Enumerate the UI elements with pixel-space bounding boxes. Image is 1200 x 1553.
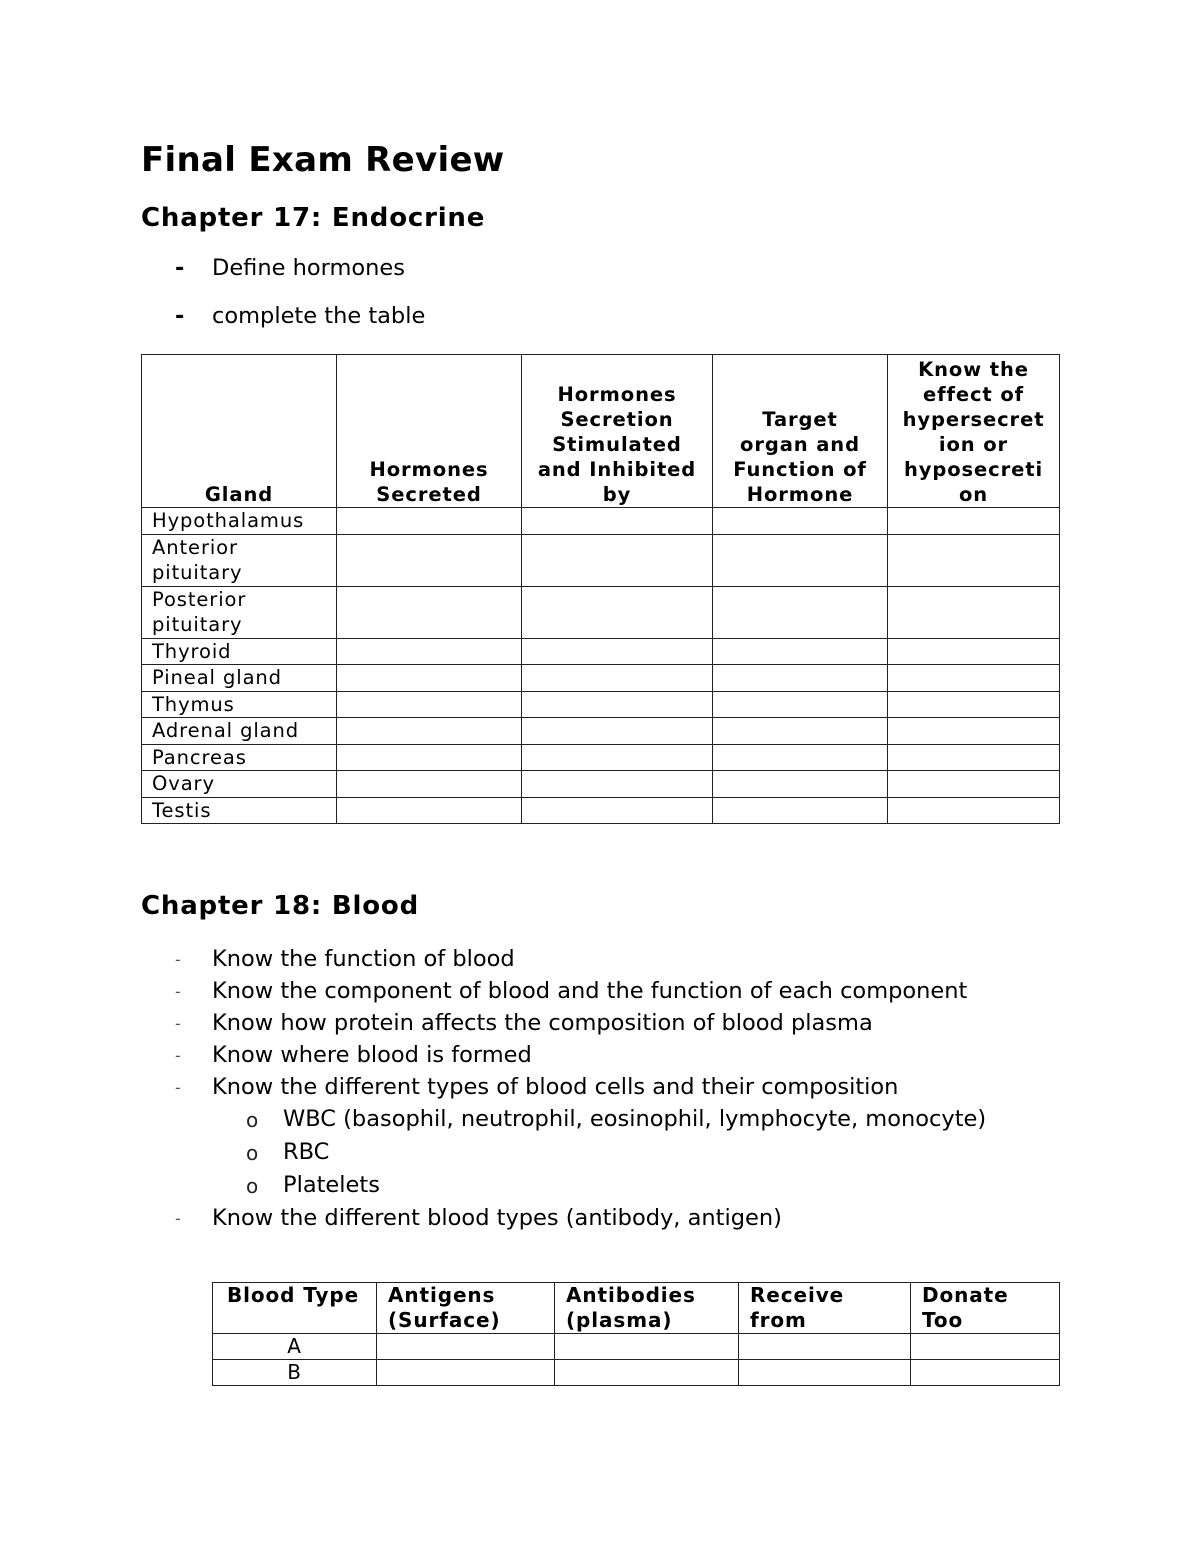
table-row bbox=[142, 665, 1060, 692]
dash-bullet-icon: - bbox=[175, 1046, 181, 1065]
antigens-cell[interactable] bbox=[377, 1360, 555, 1386]
gland-name: Hypothalamus bbox=[152, 509, 305, 532]
dash-bullet-icon: - bbox=[175, 303, 185, 329]
gland-cell bbox=[142, 691, 337, 718]
list-item bbox=[175, 255, 425, 303]
secretion-effect-cell[interactable] bbox=[888, 508, 1060, 535]
list-item bbox=[175, 1040, 986, 1072]
secretion-effect-cell[interactable] bbox=[888, 771, 1060, 798]
table-row bbox=[142, 771, 1060, 798]
list-item-text: Know the different blood types (antibody, antigen) bbox=[212, 1205, 782, 1231]
secretion-regulation-cell[interactable] bbox=[522, 665, 713, 692]
header-line: by bbox=[602, 483, 632, 506]
hormones-secreted-cell[interactable] bbox=[337, 771, 522, 798]
antibodies-cell[interactable] bbox=[555, 1334, 739, 1360]
header-line: Hormones bbox=[369, 458, 489, 481]
dash-bullet-icon: - bbox=[175, 950, 181, 969]
hormones-secreted-cell[interactable] bbox=[337, 534, 522, 586]
hormones-secreted-cell[interactable] bbox=[337, 691, 522, 718]
gland-cell bbox=[142, 744, 337, 771]
circle-bullet-icon: o bbox=[246, 1108, 259, 1132]
target-organ-cell[interactable] bbox=[713, 665, 888, 692]
secretion-regulation-cell[interactable] bbox=[522, 797, 713, 824]
column-header-hyper-hypo-secretion bbox=[888, 355, 1060, 508]
header-line: Know the bbox=[918, 358, 1029, 381]
chapter-18-list bbox=[175, 944, 987, 1235]
secretion-effect-cell[interactable] bbox=[888, 718, 1060, 745]
target-organ-cell[interactable] bbox=[713, 797, 888, 824]
receive-from-cell[interactable] bbox=[739, 1360, 911, 1386]
table-row bbox=[142, 718, 1060, 745]
list-item bbox=[175, 1008, 986, 1040]
list-item bbox=[175, 944, 986, 976]
sub-list-item bbox=[212, 1137, 986, 1170]
table-row bbox=[142, 508, 1060, 535]
header-line: effect of bbox=[922, 383, 1025, 406]
table-header-row bbox=[213, 1283, 1060, 1334]
header-line: Antibodies bbox=[566, 1283, 696, 1307]
gland-name: pituitary bbox=[152, 561, 243, 584]
chapter-17-list bbox=[175, 255, 426, 351]
list-item-text: Know the different types of blood cells and their composition bbox=[212, 1074, 899, 1100]
donate-too-cell[interactable] bbox=[911, 1360, 1060, 1386]
endocrine-table bbox=[141, 354, 1060, 824]
header-line: Receive bbox=[750, 1283, 845, 1307]
column-header-antigens bbox=[377, 1283, 555, 1334]
hormones-secreted-cell[interactable] bbox=[337, 638, 522, 665]
list-item-text: RBC bbox=[283, 1139, 330, 1165]
list-item bbox=[175, 1203, 986, 1235]
header-line: and Inhibited bbox=[537, 458, 697, 481]
dash-bullet-icon: - bbox=[175, 1014, 181, 1033]
header-line: hyposecreti bbox=[903, 458, 1044, 481]
header-line: Gland bbox=[204, 483, 274, 506]
blood-type-cell: B bbox=[213, 1360, 377, 1386]
chapter-18-heading: Chapter 18: Blood bbox=[141, 891, 419, 921]
chapter-17-heading: Chapter 17: Endocrine bbox=[141, 203, 486, 233]
hormones-secreted-cell[interactable] bbox=[337, 508, 522, 535]
table-row bbox=[142, 638, 1060, 665]
list-item bbox=[175, 1072, 986, 1104]
header-line: ion or bbox=[938, 433, 1009, 456]
list-item-text: WBC (basophil, neutrophil, eosinophil, lymphocyte, monocyte) bbox=[283, 1106, 987, 1132]
target-organ-cell[interactable] bbox=[713, 638, 888, 665]
table-header-row bbox=[142, 355, 1060, 508]
table-row bbox=[142, 586, 1060, 638]
blood-type-table bbox=[212, 1282, 1060, 1386]
gland-cell bbox=[142, 508, 337, 535]
list-item-text: Know the component of blood and the function of each component bbox=[212, 978, 968, 1004]
secretion-effect-cell[interactable] bbox=[888, 744, 1060, 771]
gland-cell bbox=[142, 638, 337, 665]
gland-cell bbox=[142, 665, 337, 692]
target-organ-cell[interactable] bbox=[713, 508, 888, 535]
list-item bbox=[175, 976, 986, 1008]
gland-name: Adrenal gland bbox=[152, 719, 300, 742]
dash-bullet-icon: - bbox=[175, 255, 185, 281]
secretion-effect-cell[interactable] bbox=[888, 691, 1060, 718]
header-line: Donate bbox=[922, 1283, 1009, 1307]
table-row bbox=[213, 1360, 1060, 1386]
secretion-effect-cell[interactable] bbox=[888, 638, 1060, 665]
secretion-effect-cell[interactable] bbox=[888, 534, 1060, 586]
receive-from-cell[interactable] bbox=[739, 1334, 911, 1360]
page-title: Final Exam Review bbox=[141, 140, 505, 180]
header-line: Hormones bbox=[557, 383, 677, 406]
target-organ-cell[interactable] bbox=[713, 691, 888, 718]
antibodies-cell[interactable] bbox=[555, 1360, 739, 1386]
column-header-secretion-regulation bbox=[522, 355, 713, 508]
sub-list-item bbox=[212, 1170, 986, 1203]
header-line: hypersecret bbox=[902, 408, 1045, 431]
header-line: on bbox=[958, 483, 989, 506]
header-line: Blood Type bbox=[227, 1283, 360, 1307]
gland-name: Posterior bbox=[152, 587, 247, 611]
table-row bbox=[142, 797, 1060, 824]
table-row bbox=[142, 744, 1060, 771]
blood-type-cell: A bbox=[213, 1334, 377, 1360]
column-header-antibodies bbox=[555, 1283, 739, 1334]
hormones-secreted-cell[interactable] bbox=[337, 744, 522, 771]
secretion-regulation-cell[interactable] bbox=[522, 586, 713, 638]
target-organ-cell[interactable] bbox=[713, 744, 888, 771]
header-line: Secreted bbox=[376, 483, 482, 506]
secretion-regulation-cell[interactable] bbox=[522, 744, 713, 771]
hormones-secreted-cell[interactable] bbox=[337, 797, 522, 824]
target-organ-cell[interactable] bbox=[713, 586, 888, 638]
table-row bbox=[142, 691, 1060, 718]
header-line: Antigens bbox=[388, 1283, 496, 1307]
target-organ-cell[interactable] bbox=[713, 718, 888, 745]
list-item-text: Know how protein affects the composition of blood plasma bbox=[212, 1010, 873, 1036]
hormones-secreted-cell[interactable] bbox=[337, 586, 522, 638]
sub-list-item bbox=[212, 1104, 986, 1137]
list-item-text: Know the function of blood bbox=[212, 946, 515, 972]
dash-bullet-icon: - bbox=[175, 1078, 181, 1097]
table-row bbox=[142, 534, 1060, 586]
circle-bullet-icon: o bbox=[246, 1141, 259, 1165]
target-organ-cell[interactable] bbox=[713, 534, 888, 586]
secretion-regulation-cell[interactable] bbox=[522, 771, 713, 798]
header-line: (Surface) bbox=[388, 1308, 501, 1332]
gland-cell bbox=[142, 797, 337, 824]
header-line: Target bbox=[762, 408, 838, 431]
hormones-secreted-cell[interactable] bbox=[337, 718, 522, 745]
dash-bullet-icon: - bbox=[175, 1209, 181, 1228]
secretion-regulation-cell[interactable] bbox=[522, 691, 713, 718]
header-line: (plasma) bbox=[566, 1308, 673, 1332]
hormones-secreted-cell[interactable] bbox=[337, 665, 522, 692]
list-item-text: Platelets bbox=[283, 1172, 380, 1198]
gland-name: Testis bbox=[152, 798, 212, 822]
dash-bullet-icon: - bbox=[175, 982, 181, 1001]
target-organ-cell[interactable] bbox=[713, 771, 888, 798]
list-item bbox=[175, 303, 426, 351]
column-header-blood-type bbox=[213, 1283, 377, 1334]
list-item-text: Define hormones bbox=[212, 255, 405, 281]
gland-name: Pineal gland bbox=[152, 666, 282, 689]
gland-cell bbox=[142, 586, 337, 638]
antigens-cell[interactable] bbox=[377, 1334, 555, 1360]
gland-cell bbox=[142, 534, 337, 586]
column-header-target-organ bbox=[713, 355, 888, 508]
header-line: organ and bbox=[740, 433, 860, 456]
secretion-regulation-cell[interactable] bbox=[522, 638, 713, 665]
gland-cell bbox=[142, 771, 337, 798]
header-line: Secretion bbox=[560, 408, 674, 431]
secretion-regulation-cell[interactable] bbox=[522, 534, 713, 586]
gland-name: Thymus bbox=[152, 692, 235, 716]
column-header-hormones-secreted bbox=[337, 355, 522, 508]
gland-name: Anterior bbox=[152, 535, 238, 559]
secretion-effect-cell[interactable] bbox=[888, 665, 1060, 692]
secretion-effect-cell[interactable] bbox=[888, 797, 1060, 824]
column-header-gland bbox=[142, 355, 337, 508]
header-line: Stimulated bbox=[552, 433, 682, 456]
table-row bbox=[213, 1334, 1060, 1360]
header-line: from bbox=[750, 1308, 807, 1332]
gland-name: Thyroid bbox=[152, 639, 232, 663]
donate-too-cell[interactable] bbox=[911, 1334, 1060, 1360]
gland-name: Ovary bbox=[152, 772, 215, 795]
list-item-text: Know where blood is formed bbox=[212, 1042, 532, 1068]
list-item-text: complete the table bbox=[212, 303, 426, 329]
secretion-effect-cell[interactable] bbox=[888, 586, 1060, 638]
gland-name: Pancreas bbox=[152, 745, 247, 769]
header-line: Hormone bbox=[746, 483, 854, 506]
circle-bullet-icon: o bbox=[246, 1174, 259, 1198]
secretion-regulation-cell[interactable] bbox=[522, 508, 713, 535]
gland-name: pituitary bbox=[152, 613, 243, 636]
column-header-receive-from bbox=[739, 1283, 911, 1334]
secretion-regulation-cell[interactable] bbox=[522, 718, 713, 745]
header-line: Function of bbox=[733, 458, 867, 481]
header-line: Too bbox=[922, 1308, 964, 1332]
gland-cell bbox=[142, 718, 337, 745]
column-header-donate-too bbox=[911, 1283, 1060, 1334]
